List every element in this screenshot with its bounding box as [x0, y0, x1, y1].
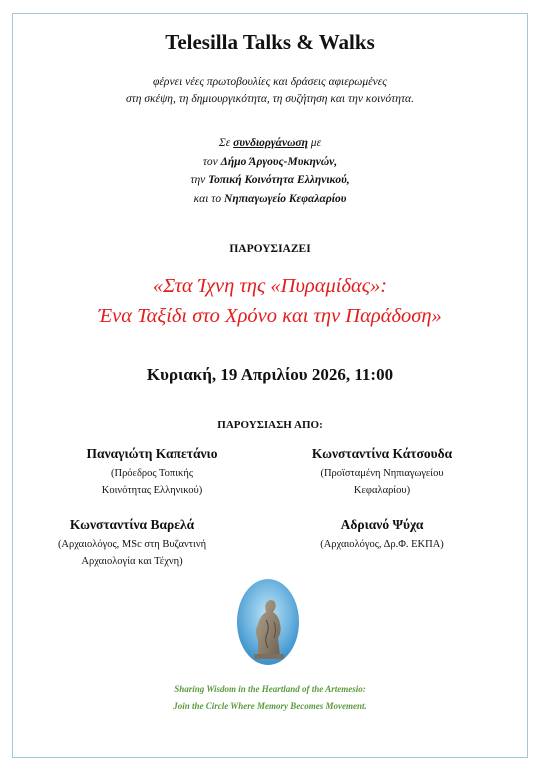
speaker-2 [262, 443, 502, 499]
collaboration-suffix: με [310, 137, 322, 149]
event-title-line-2: Ένα Ταξίδι στο Χρόνο και την Παράδοση» [98, 305, 442, 327]
partner-1-name: Δήμο Άργους-Μυκηνών, [220, 155, 338, 168]
tagline [12, 681, 528, 715]
intro-line-1: φέρνει νέες πρωτοβουλίες και δράσεις αφιερωμένες [153, 76, 387, 88]
collaboration-block [12, 134, 528, 208]
speaker-1-name: Παναγιώτη Καπετάνιο [86, 446, 218, 461]
speaker-4 [262, 514, 502, 553]
intro-text [12, 74, 528, 108]
partner-1 [12, 153, 528, 172]
speaker-3 [12, 514, 252, 570]
collaboration-keyword: συνδιοργάνωση [233, 137, 308, 149]
speaker-1-role-line-2: Κοινότητας Ελληνικού) [101, 485, 203, 496]
partner-3-name: Νηπιαγωγείο Κεφαλαρίου [224, 192, 347, 205]
speaker-1 [32, 443, 272, 499]
speaker-1-role-line-1: (Πρόεδρος Τοπικής [110, 468, 194, 479]
speaker-2-role-line-2: Κεφαλαρίου) [353, 485, 411, 496]
collaboration-line [12, 134, 528, 153]
partner-1-pre: τον [202, 155, 218, 168]
partner-3-pre: και το [193, 192, 222, 205]
presentation-by-heading: ΠΑΡΟΥΣΙΑΣΗ ΑΠΟ: [217, 419, 323, 431]
tagline-line-1: Sharing Wisdom in the Heartland of the Artemesio: [174, 684, 366, 694]
tagline-line-2: Join the Circle Where Memory Becomes Movement. [173, 701, 367, 711]
intro-line-2: στη σκέψη, τη δημιουργικότητα, τη συζήτηση και την κοινότητα. [126, 93, 414, 105]
event-title-line-1: «Στα Ίχνη της «Πυραμίδας»: [152, 275, 388, 297]
presents-heading: ΠΑΡΟΥΣΙΑΖΕΙ [229, 243, 311, 255]
speaker-3-role-line-1: (Αρχαιολόγος, MSc στη Βυζαντινή [57, 539, 207, 550]
event-date: Κυριακή, 19 Απριλίου 2026, 11:00 [146, 365, 394, 384]
speaker-2-role-line-1: (Προϊσταμένη Νηπιαγωγείου [320, 468, 444, 479]
statue-medallion-icon [236, 578, 300, 666]
speaker-4-name: Αδριανό Ψύχα [340, 517, 424, 532]
partner-2-pre: την [190, 174, 206, 186]
partner-3 [12, 190, 528, 209]
collaboration-prefix: Σε [218, 137, 231, 149]
speaker-3-role-line-2: Αρχαιολογία και Τέχνη) [81, 556, 183, 567]
partner-2-name: Τοπική Κοινότητα Ελληνικού, [208, 174, 350, 186]
page-title: Telesilla Talks & Walks [165, 30, 375, 54]
speaker-4-role-line-1: (Αρχαιολόγος, Δρ.Φ. ΕΚΠΑ) [320, 539, 444, 550]
speaker-3-name: Κωνσταντίνα Βαρελά [69, 517, 195, 532]
speaker-2-name: Κωνσταντίνα Κάτσουδα [311, 446, 453, 461]
partner-2 [12, 171, 528, 190]
event-title [12, 271, 528, 331]
